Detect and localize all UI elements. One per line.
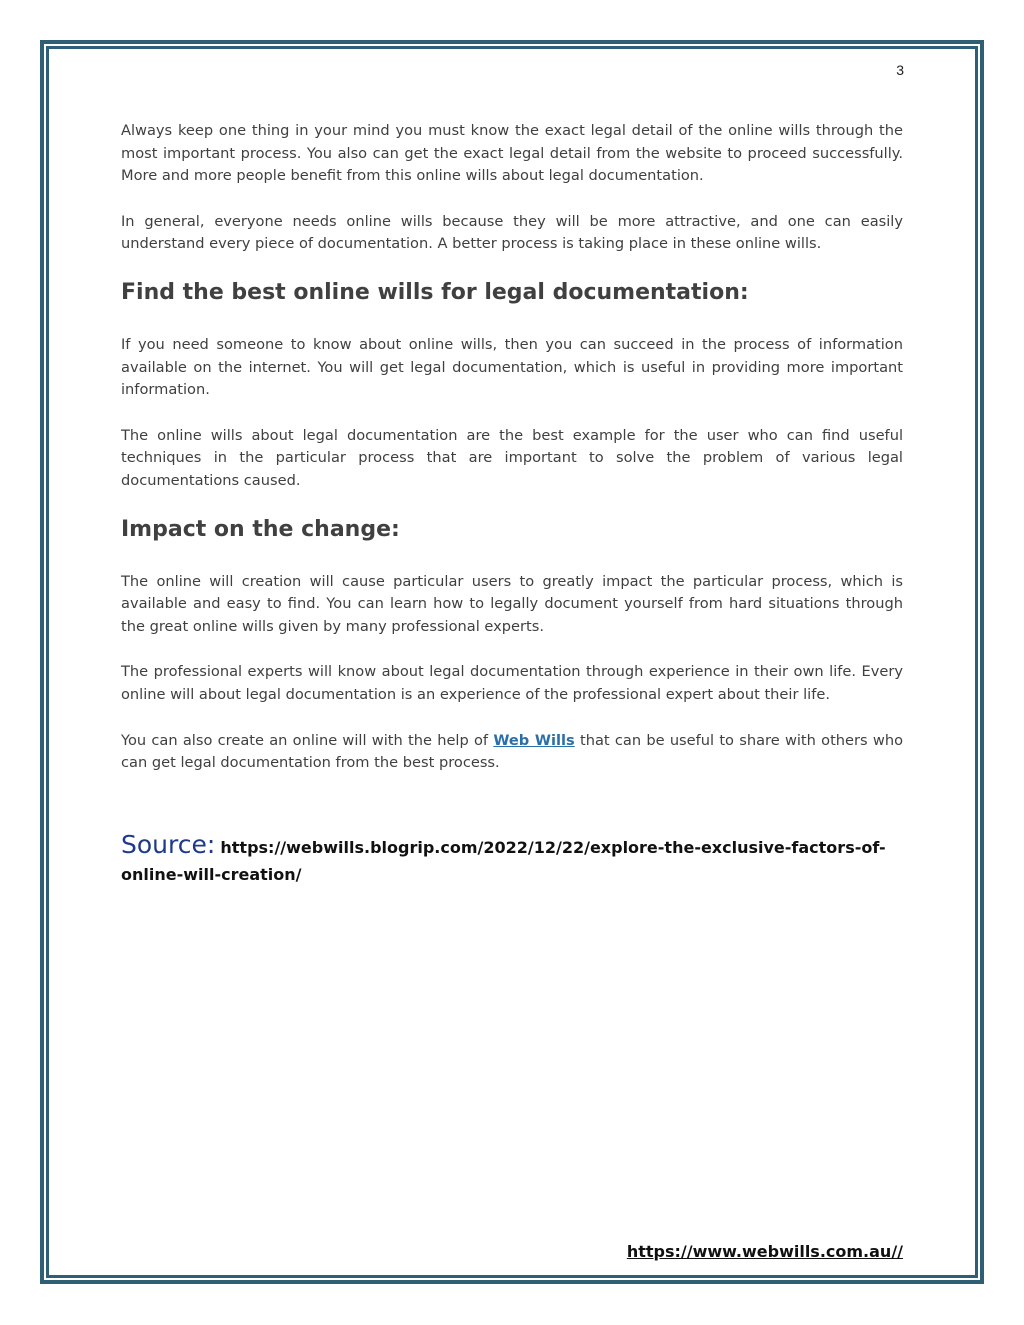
section-heading-impact: Impact on the change: bbox=[121, 516, 400, 542]
paragraph-1: Always keep one thing in your mind you must know the exact legal detail of the online wills through the most important process. You also can get the exact legal detail from the website to proceed successfully. More and more people benefit from this online wills about legal documentation. bbox=[121, 122, 903, 185]
paragraph-6: The professional experts will know about legal documentation through experience in their own life. Every online will about legal documentation is an experience of the professional expert about their life. bbox=[121, 663, 903, 703]
paragraph-7 bbox=[121, 730, 903, 775]
footer-website-link[interactable]: https://www.webwills.com.au// bbox=[626, 1242, 903, 1261]
paragraph-7-text-after: that can be useful to share with others who can get legal documentation from the best process. bbox=[121, 731, 903, 772]
paragraph-3: If you need someone to know about online wills, then you can succeed in the process of information available on the internet. You will get legal documentation, which is useful in providing more important information. bbox=[121, 335, 903, 399]
paragraph-7-text-before: You can also create an online will with the help of bbox=[121, 731, 494, 749]
web-wills-link[interactable]: Web Wills bbox=[493, 731, 575, 749]
source-url-link[interactable]: https://webwills.blogrip.com/2022/12/22/explore-the-exclusive-factors-of-online-will-creation/ bbox=[121, 838, 886, 884]
source-block bbox=[121, 830, 903, 888]
paragraph-5: The online will creation will cause particular users to greatly impact the particular process, which is available and easy to find. You can learn how to legally document yourself from hard situations through the great online wills given by many professional experts. bbox=[121, 572, 903, 635]
page-number: 3 bbox=[896, 62, 904, 78]
document-body bbox=[121, 120, 903, 798]
section-heading-best-online-wills: Find the best online wills for legal documentation: bbox=[121, 279, 749, 305]
paragraph-4: The online wills about legal documentation are the best example for the user who can find useful techniques in the particular process that are important to solve the problem of various legal documentations caused. bbox=[121, 426, 903, 489]
source-label: Source: bbox=[121, 830, 216, 859]
paragraph-2: In general, everyone needs online wills because they will be more attractive, and one can easily understand every piece of documentation. A better process is taking place in these online wills. bbox=[121, 212, 903, 253]
